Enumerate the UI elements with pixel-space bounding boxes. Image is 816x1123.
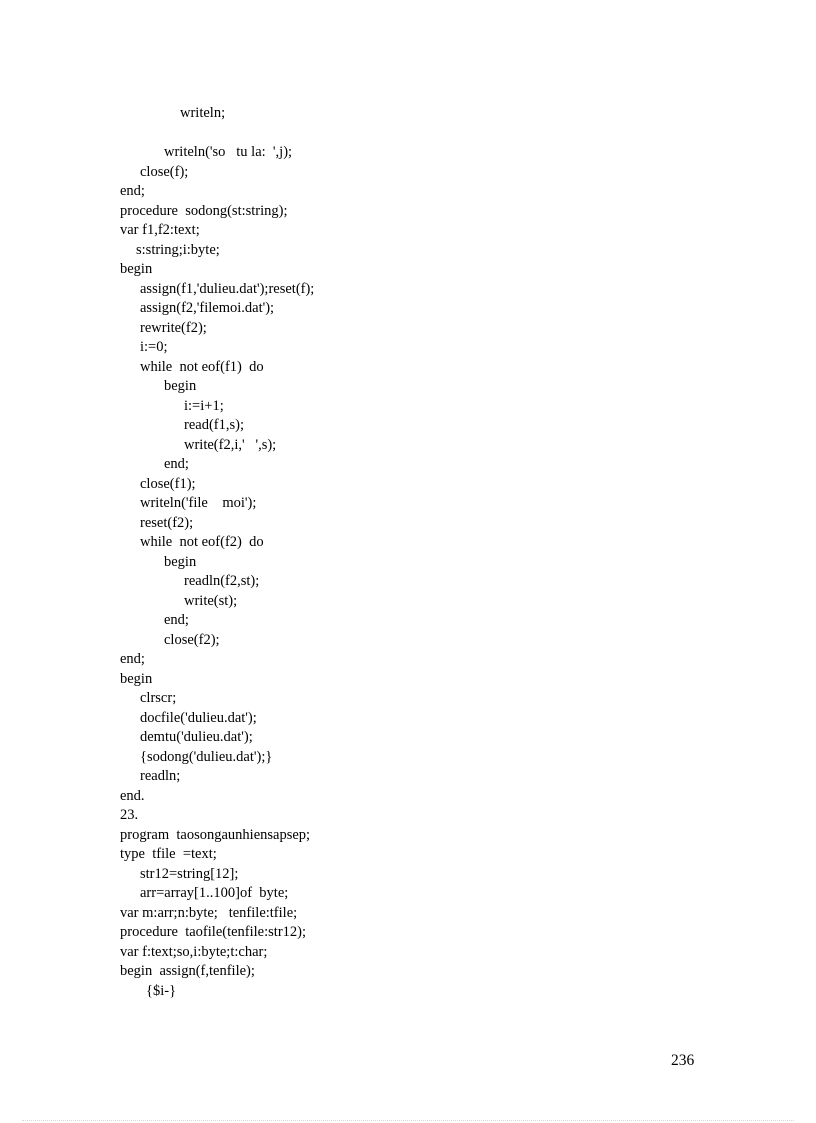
code-line: s:string;i:byte; xyxy=(136,241,220,258)
code-line: write(f2,i,' ',s); xyxy=(184,436,277,453)
code-line: rewrite(f2); xyxy=(140,319,207,336)
code-line: readln(f2,st); xyxy=(184,573,260,589)
code-line: writeln('file moi'); xyxy=(140,495,257,511)
code-line: {$i-} xyxy=(146,982,177,999)
code-line: begin assign(f,tenfile); xyxy=(120,963,255,979)
code-line: assign(f2,'filemoi.dat'); xyxy=(140,300,275,316)
code-line: end; xyxy=(120,651,145,667)
code-line: end; xyxy=(164,456,189,472)
code-line: reset(f2); xyxy=(140,514,194,531)
code-line: i:=0; xyxy=(140,339,168,355)
code-line: while not eof(f1) do xyxy=(140,358,264,375)
code-line: while not eof(f2) do xyxy=(140,534,264,550)
code-line: str12=string[12]; xyxy=(140,865,239,882)
code-line: procedure taofile(tenfile:str12); xyxy=(120,924,307,940)
code-line: type tfile =text; xyxy=(120,846,217,862)
code-line: close(f1); xyxy=(140,475,196,492)
code-line: write(st); xyxy=(184,592,238,609)
code-line: end. xyxy=(120,787,145,804)
code-line: begin xyxy=(164,553,197,570)
code-line: {sodong('dulieu.dat');} xyxy=(140,748,273,765)
page-number: 236 xyxy=(671,1052,695,1069)
code-line: writeln('so tu la: ',j); xyxy=(164,144,293,160)
code-line: end; xyxy=(120,183,145,199)
code-line: var f1,f2:text; xyxy=(120,222,200,238)
code-line: procedure sodong(st:string); xyxy=(120,202,288,219)
code-line: demtu('dulieu.dat'); xyxy=(140,729,253,745)
code-line: program taosongaunhiensapsep; xyxy=(120,826,311,843)
code-line: close(f); xyxy=(140,163,189,180)
code-line: assign(f1,'dulieu.dat');reset(f); xyxy=(140,280,315,297)
code-line: close(f2); xyxy=(164,631,220,648)
code-line: 23. xyxy=(120,807,139,823)
code-line: writeln; xyxy=(180,105,226,121)
code-line: var m:arr;n:byte; tenfile:tfile; xyxy=(120,904,298,921)
code-line: begin xyxy=(120,261,153,277)
code-line: docfile('dulieu.dat'); xyxy=(140,709,257,726)
code-line: i:=i+1; xyxy=(184,397,224,414)
code-line: var f:text;so,i:byte;t:char; xyxy=(120,943,268,960)
page-bottom-divider xyxy=(22,1120,794,1121)
code-line: readln; xyxy=(140,768,181,784)
code-line: end; xyxy=(164,612,189,628)
code-line: read(f1,s); xyxy=(184,417,244,433)
code-line: clrscr; xyxy=(140,690,177,706)
code-line: arr=array[1..100]of byte; xyxy=(140,885,289,901)
code-line: begin xyxy=(120,670,153,687)
code-line: begin xyxy=(164,378,197,394)
